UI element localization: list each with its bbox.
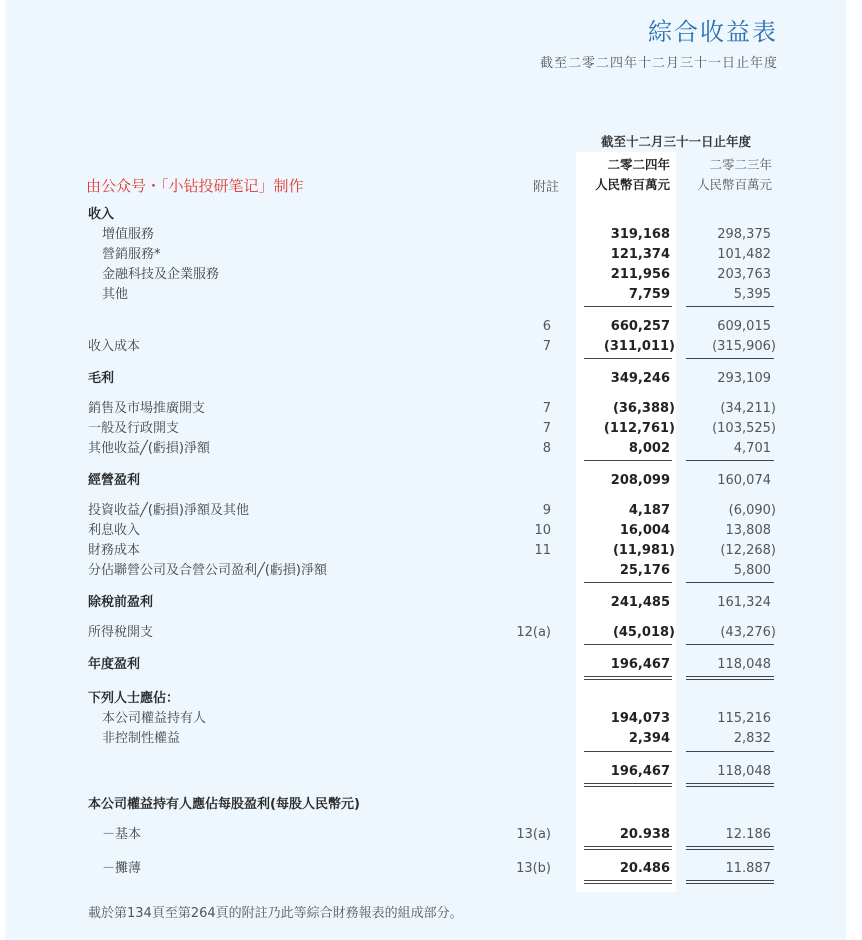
- current-value: 211,956: [610, 267, 670, 282]
- total-double-rule: [686, 679, 774, 680]
- row-label: 財務成本: [88, 543, 141, 558]
- statement-row: [0, 205, 862, 225]
- statement-row: [0, 795, 862, 815]
- page-subtitle: 截至二零二四年十二月三十一日止年度: [539, 56, 778, 71]
- period-header: 截至十二月三十一日止年度: [600, 134, 751, 149]
- previous-value: 609,015: [717, 319, 771, 334]
- previous-value: 161,324: [717, 595, 771, 610]
- previous-value: 118,048: [717, 657, 771, 672]
- total-double-rule: [686, 786, 774, 787]
- previous-value: 298,375: [717, 227, 771, 242]
- subtotal-rule: [686, 358, 774, 359]
- row-label: 金融科技及企業服務: [102, 267, 220, 282]
- row-note: 13(a): [516, 827, 551, 842]
- previous-value: 5,395: [733, 287, 771, 302]
- row-label: 所得稅開支: [88, 625, 154, 640]
- statement-row: [0, 521, 862, 541]
- row-label: 本公司權益持有人: [102, 711, 207, 726]
- total-double-rule: [686, 880, 774, 881]
- previous-year-label: 二零二三年: [709, 157, 772, 172]
- row-label: 營銷服務*: [102, 247, 161, 262]
- statement-row: [0, 471, 862, 491]
- row-label: 本公司權益持有人應佔每股盈利(每股人民幣元): [88, 797, 360, 812]
- row-label: 一般及行政開支: [88, 421, 180, 436]
- row-note: 9: [542, 503, 551, 518]
- current-value: 16,004: [619, 523, 670, 538]
- current-year-label: 二零二四年: [607, 157, 670, 172]
- watermark-text: 由公众号・「小钻投研笔记」制作: [86, 177, 304, 195]
- previous-value: (12,268): [720, 543, 776, 558]
- subtotal-rule: [584, 751, 672, 752]
- statement-row: [0, 593, 862, 613]
- statement-row: [0, 265, 862, 285]
- current-value: 8,002: [628, 441, 670, 456]
- previous-value: 5,800: [733, 563, 771, 578]
- statement-row: [0, 317, 862, 337]
- previous-value: 115,216: [717, 711, 771, 726]
- current-value: 2,394: [628, 731, 670, 746]
- current-value: 208,099: [610, 473, 670, 488]
- current-value: (45,018): [612, 625, 675, 640]
- total-double-rule: [584, 783, 672, 784]
- current-value: (112,761): [603, 421, 675, 436]
- note-column-header: 附註: [532, 180, 559, 195]
- current-value: (36,388): [612, 401, 675, 416]
- page-title: 綜合收益表: [648, 18, 778, 46]
- total-double-rule: [686, 849, 774, 850]
- total-double-rule: [686, 783, 774, 784]
- row-label: 經營盈利: [88, 473, 141, 488]
- row-label: 分佔聯營公司及合營公司盈利╱(虧損)淨額: [88, 563, 327, 578]
- row-label: －攤薄: [102, 861, 142, 876]
- statement-row: [0, 285, 862, 305]
- subtotal-rule: [584, 358, 672, 359]
- current-value: 660,257: [610, 319, 670, 334]
- current-value: 7,759: [628, 287, 670, 302]
- row-label: 其他收益╱(虧損)淨額: [88, 441, 210, 456]
- subtotal-rule: [686, 644, 774, 645]
- statement-row: [0, 541, 862, 561]
- statement-row: [0, 337, 862, 357]
- previous-value: 118,048: [717, 764, 771, 779]
- statement-row: [0, 655, 862, 675]
- statement-row: [0, 689, 862, 709]
- subtotal-rule: [584, 582, 672, 583]
- current-value: 20.486: [619, 861, 670, 876]
- total-double-rule: [584, 880, 672, 881]
- subtotal-rule: [686, 751, 774, 752]
- current-year-unit: 人民幣百萬元: [594, 177, 670, 192]
- row-note: 7: [542, 421, 551, 436]
- row-label: 增值服務: [102, 227, 155, 242]
- previous-value: 160,074: [717, 473, 771, 488]
- total-double-rule: [584, 883, 672, 884]
- previous-value: 12.186: [725, 827, 771, 842]
- previous-value: (103,525): [712, 421, 776, 436]
- statement-row: [0, 709, 862, 729]
- current-value: 121,374: [610, 247, 670, 262]
- row-note: 6: [542, 319, 551, 334]
- statement-row: [0, 369, 862, 389]
- subtotal-rule: [686, 460, 774, 461]
- row-label: 收入: [88, 207, 115, 222]
- current-value: 319,168: [610, 227, 670, 242]
- total-double-rule: [584, 679, 672, 680]
- statement-row: [0, 825, 862, 845]
- subtotal-rule: [584, 306, 672, 307]
- row-note: 12(a): [516, 625, 551, 640]
- statement-row: [0, 729, 862, 749]
- current-value: 196,467: [610, 764, 670, 779]
- row-note: 13(b): [516, 861, 551, 876]
- current-value: 241,485: [610, 595, 670, 610]
- previous-value: 2,832: [733, 731, 771, 746]
- row-label: 毛利: [88, 371, 115, 386]
- previous-value: 293,109: [717, 371, 771, 386]
- previous-value: (315,906): [712, 339, 776, 354]
- previous-value: 13,808: [725, 523, 771, 538]
- subtotal-rule: [584, 460, 672, 461]
- footnote: 載於第134頁至第264頁的附註乃此等綜合財務報表的組成部分。: [88, 906, 463, 921]
- row-label: 收入成本: [88, 339, 141, 354]
- row-label: 除稅前盈利: [88, 595, 154, 610]
- statement-row: [0, 225, 862, 245]
- current-value: 196,467: [610, 657, 670, 672]
- row-note: 8: [542, 441, 551, 456]
- statement-row: [0, 501, 862, 521]
- statement-row: [0, 762, 862, 782]
- statement-row: [0, 561, 862, 581]
- previous-year-unit: 人民幣百萬元: [696, 177, 772, 192]
- total-double-rule: [584, 846, 672, 847]
- statement-row: [0, 245, 862, 265]
- statement-row: [0, 399, 862, 419]
- row-label: 投資收益╱(虧損)淨額及其他: [88, 503, 249, 518]
- current-value: 349,246: [610, 371, 670, 386]
- row-label: 下列人士應佔：: [88, 691, 180, 706]
- statement-row: [0, 859, 862, 879]
- statement-row: [0, 419, 862, 439]
- row-label: 非控制性權益: [102, 731, 181, 746]
- total-double-rule: [686, 676, 774, 677]
- previous-year-header: [697, 155, 772, 195]
- total-double-rule: [686, 846, 774, 847]
- row-label: 利息收入: [88, 523, 141, 538]
- current-value: (311,011): [603, 339, 675, 354]
- row-note: 11: [534, 543, 551, 558]
- total-double-rule: [686, 883, 774, 884]
- total-double-rule: [584, 849, 672, 850]
- subtotal-rule: [686, 582, 774, 583]
- current-year-header: [595, 155, 670, 195]
- current-value: (11,981): [612, 543, 675, 558]
- statement-row: [0, 439, 862, 459]
- total-double-rule: [584, 676, 672, 677]
- previous-value: 101,482: [717, 247, 771, 262]
- row-label: －基本: [102, 827, 142, 842]
- statement-row: [0, 623, 862, 643]
- row-label: 其他: [102, 287, 129, 302]
- row-label: 年度盈利: [88, 657, 141, 672]
- total-double-rule: [584, 786, 672, 787]
- row-note: 7: [542, 339, 551, 354]
- previous-value: (6,090): [728, 503, 776, 518]
- row-note: 10: [534, 523, 551, 538]
- previous-value: 4,701: [733, 441, 771, 456]
- row-note: 7: [542, 401, 551, 416]
- subtotal-rule: [686, 306, 774, 307]
- previous-value: 203,763: [717, 267, 771, 282]
- previous-value: 11.887: [725, 861, 771, 876]
- current-value: 4,187: [628, 503, 670, 518]
- previous-value: (43,276): [720, 625, 776, 640]
- current-value: 25,176: [619, 563, 670, 578]
- current-value: 194,073: [610, 711, 670, 726]
- row-label: 銷售及市場推廣開支: [88, 401, 206, 416]
- previous-value: (34,211): [720, 401, 776, 416]
- subtotal-rule: [584, 644, 672, 645]
- current-value: 20.938: [619, 827, 670, 842]
